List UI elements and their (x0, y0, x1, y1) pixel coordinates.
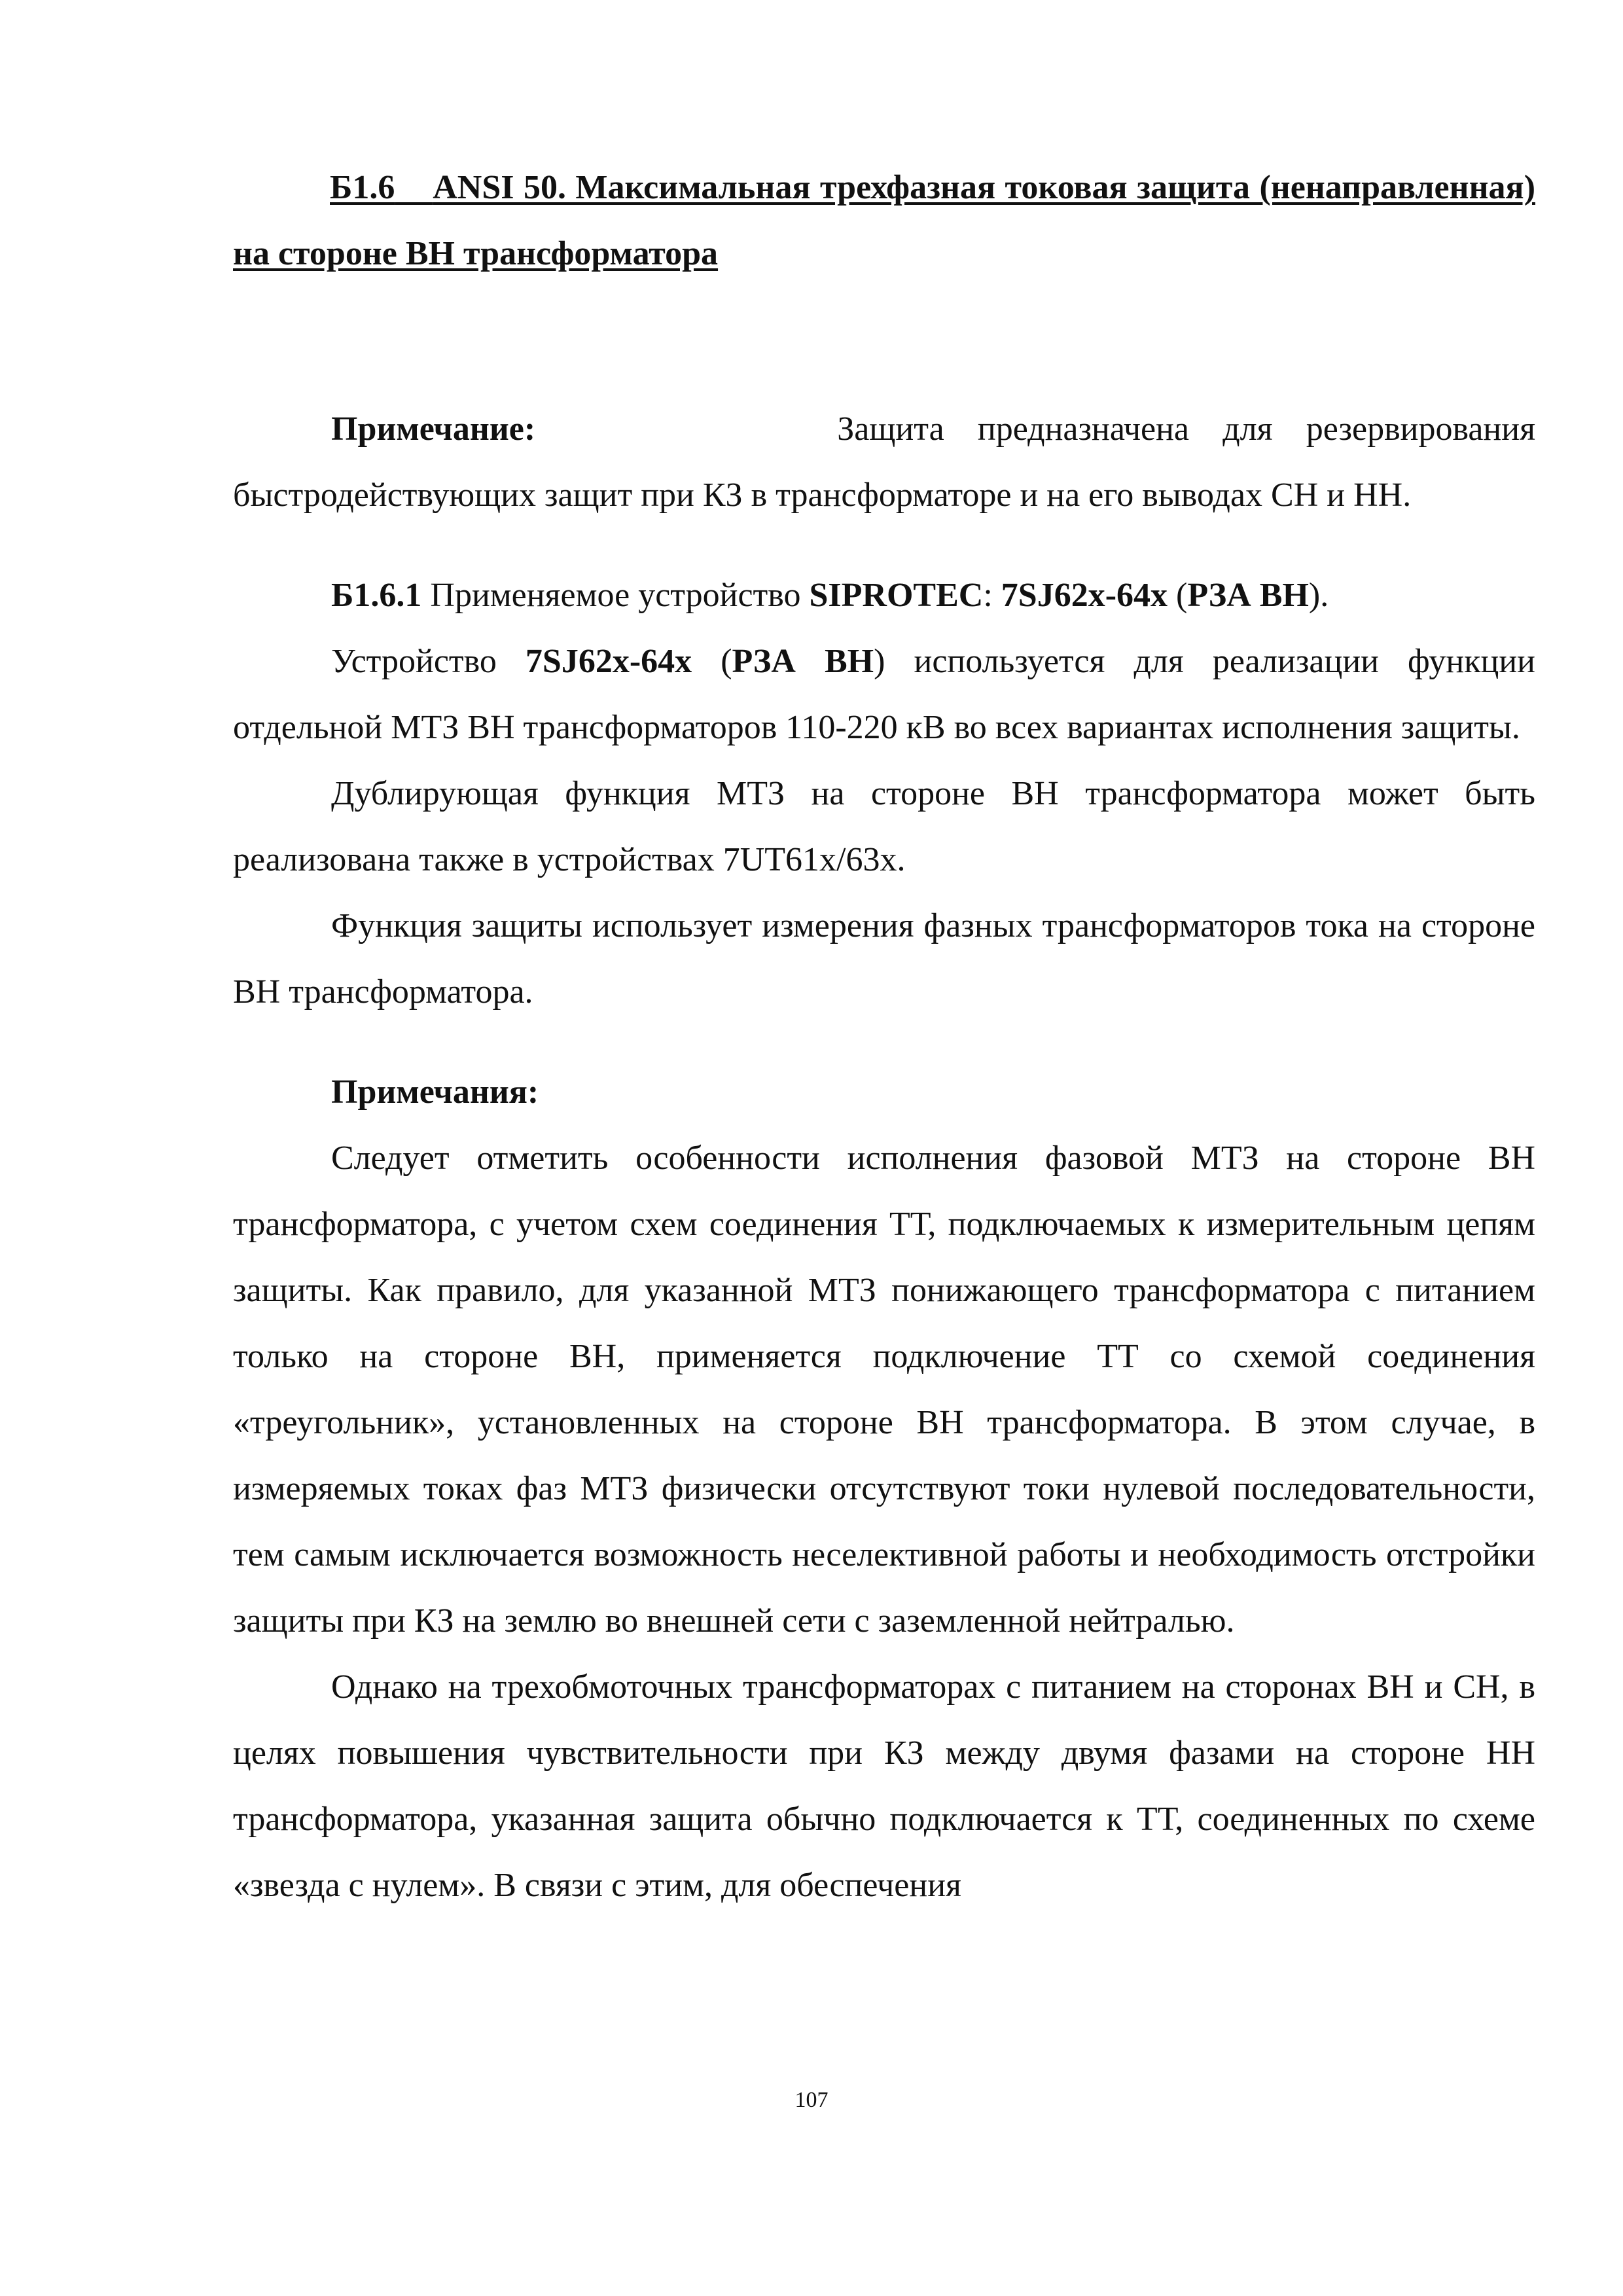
device-paragraph-device: 7SJ62x-64x (525, 643, 692, 680)
subsection-number: Б1.6.1 (331, 577, 422, 614)
device-paragraph-role: РЗА ВН (732, 643, 874, 680)
subsection-device-role: РЗА ВН (1187, 577, 1309, 614)
subsection-paren-close: ). (1308, 577, 1329, 614)
subsection-brand: SIPROTEC (809, 577, 984, 614)
page-number: 107 (794, 2088, 829, 2112)
note-paragraph (233, 396, 1535, 528)
subsection-text: Применяемое устройство (421, 577, 810, 614)
paragraph-measurements: Функция защиты использует измерения фазных трансформаторов тока на стороне ВН трансформатора. (233, 907, 1535, 1011)
section-title: ANSI 50. Максимальная трехфазная токовая защита (ненаправленная) на стороне ВН трансформатора (233, 169, 1536, 272)
note-text: Защита предназначена для резервирования быстродействующих защит при КЗ в трансформаторе и на его выводах СН и НН. (233, 410, 1535, 514)
document-page (233, 154, 1535, 1918)
section-number: Б1.6 (330, 169, 395, 206)
section-heading (233, 154, 1535, 287)
subsection-device: 7SJ62x-64x (1001, 577, 1168, 614)
notes-title: Примечания: (331, 1073, 539, 1111)
note-label: Примечание: (331, 410, 536, 448)
paragraph-duplicate-function: Дублирующая функция МТЗ на стороне ВН трансформатора может быть реализована также в устройствах 7UT61x/63x. (233, 775, 1535, 878)
device-paragraph-rest: ) используется для реализации функции отдельной МТЗ ВН трансформаторов 110-220 кВ во всех вариантах исполнения защиты. (233, 643, 1536, 746)
device-paragraph (233, 628, 1535, 761)
device-paragraph-prefix: Устройство (331, 643, 526, 680)
subsection-colon: : (983, 577, 1001, 614)
paragraph-three-winding: Однако на трехобмоточных трансформаторах с питанием на сторонах ВН и СН, в целях повышения чувствительности при КЗ между двумя фазами на стороне НН трансформатора, указанная защита обычно подключается к ТТ, соединенных по схеме «звезда с нулем». В связи с этим, для обеспечения (233, 1668, 1535, 1904)
subsection-paren-open: ( (1168, 577, 1188, 614)
subsection-paragraph (233, 562, 1535, 628)
paragraph-phase-mtz: Следует отметить особенности исполнения фазовой МТЗ на стороне ВН трансформатора, с учетом схем соединения ТТ, подключаемых к измерительным цепям защиты. Как правило, для указанной МТЗ понижающего трансформатора с питанием только на стороне ВН, применяется подключение ТТ со схемой соединения «треугольник», установленных на стороне ВН трансформатора. В этом случае, в измеряемых токах фаз МТЗ физически отсутствуют токи нулевой последовательности, тем самым исключается возможность неселективной работы и необходимость отстройки защиты при КЗ на землю во внешней сети с заземленной нейтралью. (233, 1139, 1535, 1640)
device-paragraph-paren: ( (692, 643, 732, 680)
